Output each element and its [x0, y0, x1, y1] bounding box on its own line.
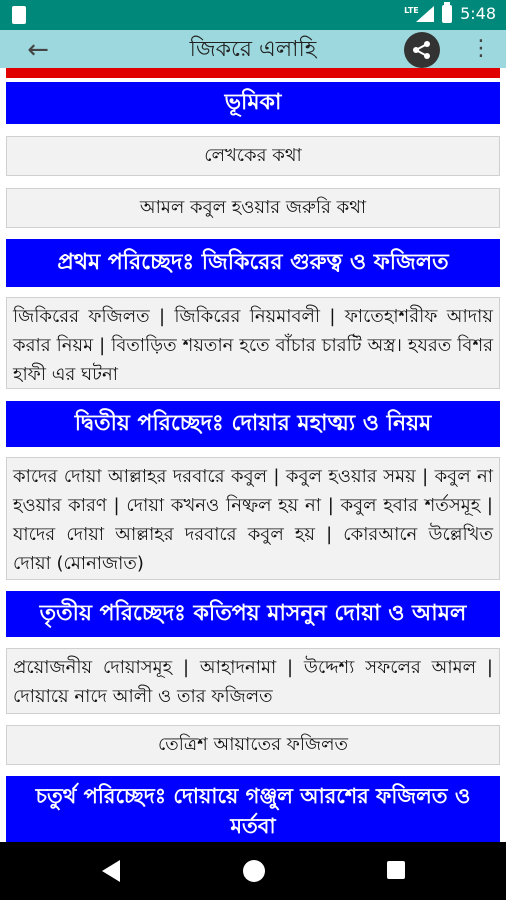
list-item[interactable]: [6, 297, 500, 389]
list-item-section[interactable]: [6, 82, 500, 124]
list-item-label: তেত্রিশ আয়াতের ফজিলত: [157, 733, 349, 755]
list-item-section[interactable]: [6, 776, 500, 842]
list-item-section[interactable]: [6, 401, 500, 447]
notification-icon: [12, 6, 26, 24]
list-item-label: তৃতীয় পরিচ্ছেদঃ কতিপয় মাসনুন দোয়া ও আমল: [39, 600, 467, 626]
system-nav-bar: [0, 842, 506, 900]
back-arrow-icon[interactable]: ←: [27, 35, 49, 65]
network-type: LTE: [404, 5, 419, 15]
app-bar: [0, 30, 506, 68]
nav-back-icon[interactable]: [102, 860, 120, 882]
list-item[interactable]: [6, 457, 500, 580]
list-item-label: দ্বিতীয় পরিচ্ছেদঃ দোয়ার মহাত্ম্য ও নিয়ম: [74, 410, 432, 436]
list-item-label: ভূমিকা: [224, 89, 282, 115]
list-item[interactable]: [6, 725, 500, 765]
share-icon: [412, 40, 432, 60]
share-button[interactable]: [404, 32, 440, 68]
more-vert-icon[interactable]: ⋮: [470, 36, 492, 61]
list-item[interactable]: [6, 136, 500, 176]
nav-home-icon[interactable]: [243, 860, 265, 882]
list-item-section[interactable]: [6, 239, 500, 287]
list-item-label: প্রথম পরিচ্ছেদঃ জিকিরের গুরুত্ব ও ফজিলত: [57, 249, 449, 275]
battery-icon: [442, 5, 452, 23]
list-item[interactable]: [6, 188, 500, 228]
nav-recents-icon[interactable]: [387, 861, 405, 879]
list-item-label: প্রয়োজনীয় দোয়াসমূহ | আহাদনামা | উদ্দেশ্য সফলের আমল | দোয়ায়ে নাদে আলী ও তার ফজিলত: [13, 657, 493, 707]
list-item[interactable]: [6, 648, 500, 714]
status-right: [404, 4, 496, 23]
list-item-label: চতুর্থ পরিচ্ছেদঃ দোয়ায়ে গঞ্জুল আরশের ফজিলত ও মর্তবা: [35, 784, 471, 838]
list-item-label: কাদের দোয়া আল্লাহর দরবারে কবুল | কবুল হওয়ার সময় | কবুল না হওয়ার কারণ | দোয়া কখনও নিষ্ফল হয় না | কবুল হবার শর্তসমূহ | যাদের দোয়া আল্লাহর দরবারে কবুল হয় | কোরআনে উল্লেখিত দোয়া (মোনাজাত): [13, 466, 493, 574]
page-title: জিকরে এলাহি: [189, 37, 317, 62]
red-divider: [6, 68, 500, 78]
clock: 5:48: [460, 4, 496, 23]
signal-icon: [404, 5, 434, 22]
list-item-label: লেখকের কথা: [204, 144, 302, 166]
list-item-section[interactable]: [6, 591, 500, 637]
list-item-label: আমল কবুল হওয়ার জরুরি কথা: [139, 196, 367, 218]
status-bar: [0, 0, 506, 30]
content-list: [0, 80, 506, 842]
list-item-label: জিকিরের ফজিলত | জিকিরের নিয়মাবলী | ফাতেহাশরীফ আদায় করার নিয়ম | বিতাড়িত শয়তান হতে বাঁচার চারটি অস্ত্র। হযরত বিশর হাফী এর ঘটনা: [13, 306, 493, 385]
